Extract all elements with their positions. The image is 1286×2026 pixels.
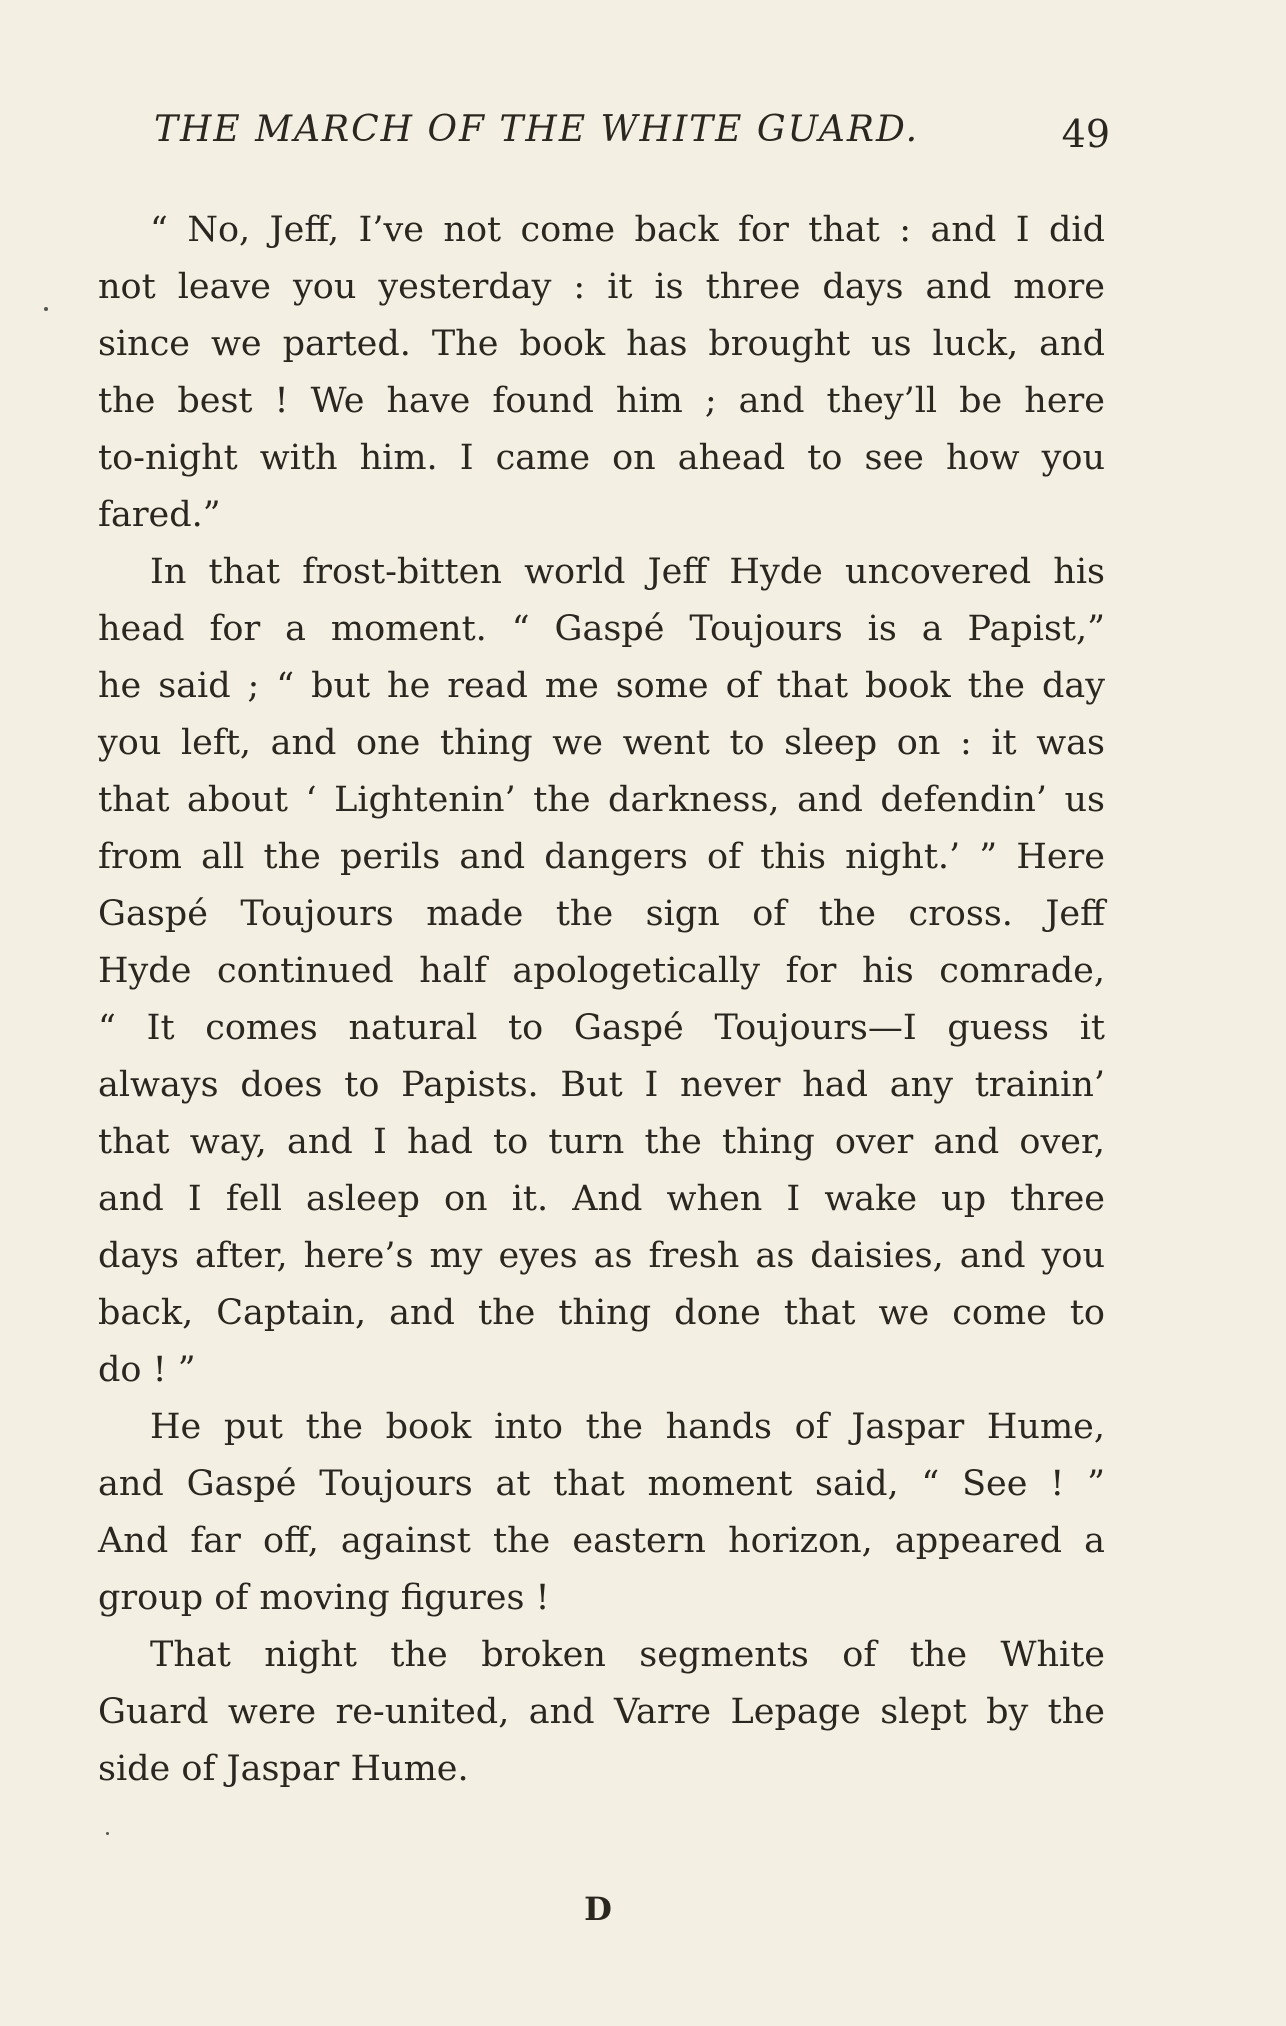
text-line: group of moving figures ! (98, 1578, 550, 1618)
text-line: back, Captain, and the thing done that we come to (98, 1293, 1105, 1333)
text-line: since we parted. The book has brought us luck, and (98, 324, 1105, 364)
text-line: In that frost-bitten world Jeff Hyde uncovered his (150, 552, 1105, 592)
text-line: you left, and one thing we went to sleep on : it was (98, 723, 1105, 763)
text-line: that about ‘ Lightenin’ the darkness, and defendin’ us (98, 780, 1105, 820)
text-line: always does to Papists. But I never had any trainin’ (98, 1065, 1105, 1105)
text-line: “ It comes natural to Gaspé Toujours—I guess it (98, 1008, 1105, 1048)
text-line: Guard were re-united, and Varre Lepage slept by the (98, 1692, 1105, 1732)
signature-mark: D (584, 1890, 612, 1928)
text-line: side of Jaspar Hume. (98, 1749, 469, 1789)
text-line: to-night with him. I came on ahead to see how you (98, 438, 1105, 478)
text-line: “ No, Jeff, I’ve not come back for that : and I did (150, 210, 1105, 250)
text-line: from all the perils and dangers of this night.’ ” Here (98, 837, 1105, 877)
text-line: and Gaspé Toujours at that moment said, “ See ! ” (98, 1464, 1105, 1504)
text-line: the best ! We have found him ; and they’ll be here (98, 381, 1105, 421)
text-line: head for a moment. “ Gaspé Toujours is a Papist,” (98, 609, 1105, 649)
text-line: Hyde continued half apologetically for his comrade, (98, 951, 1105, 991)
paper-speck (106, 1832, 109, 1835)
text-line: And far off, against the eastern horizon, appeared a (98, 1521, 1105, 1561)
body-text (98, 202, 1105, 1798)
page-number: 49 (1061, 112, 1110, 156)
text-line: days after, here’s my eyes as fresh as daisies, and you (98, 1236, 1105, 1276)
text-line: and I fell asleep on it. And when I wake up three (98, 1179, 1105, 1219)
text-line: he said ; “ but he read me some of that book the day (98, 666, 1105, 706)
text-line: He put the book into the hands of Jaspar Hume, (150, 1407, 1105, 1447)
text-line: that way, and I had to turn the thing over and over, (98, 1122, 1105, 1162)
text-line: fared.” (98, 495, 221, 535)
text-line: Gaspé Toujours made the sign of the cross. Jeff (98, 894, 1105, 934)
paper-speck (44, 307, 48, 311)
text-line: do ! ” (98, 1350, 196, 1390)
text-line: That night the broken segments of the White (150, 1635, 1105, 1675)
running-title: THE MARCH OF THE WHITE GUARD. (154, 109, 920, 150)
running-head (150, 100, 1110, 160)
text-line: not leave you yesterday : it is three days and more (98, 267, 1105, 307)
